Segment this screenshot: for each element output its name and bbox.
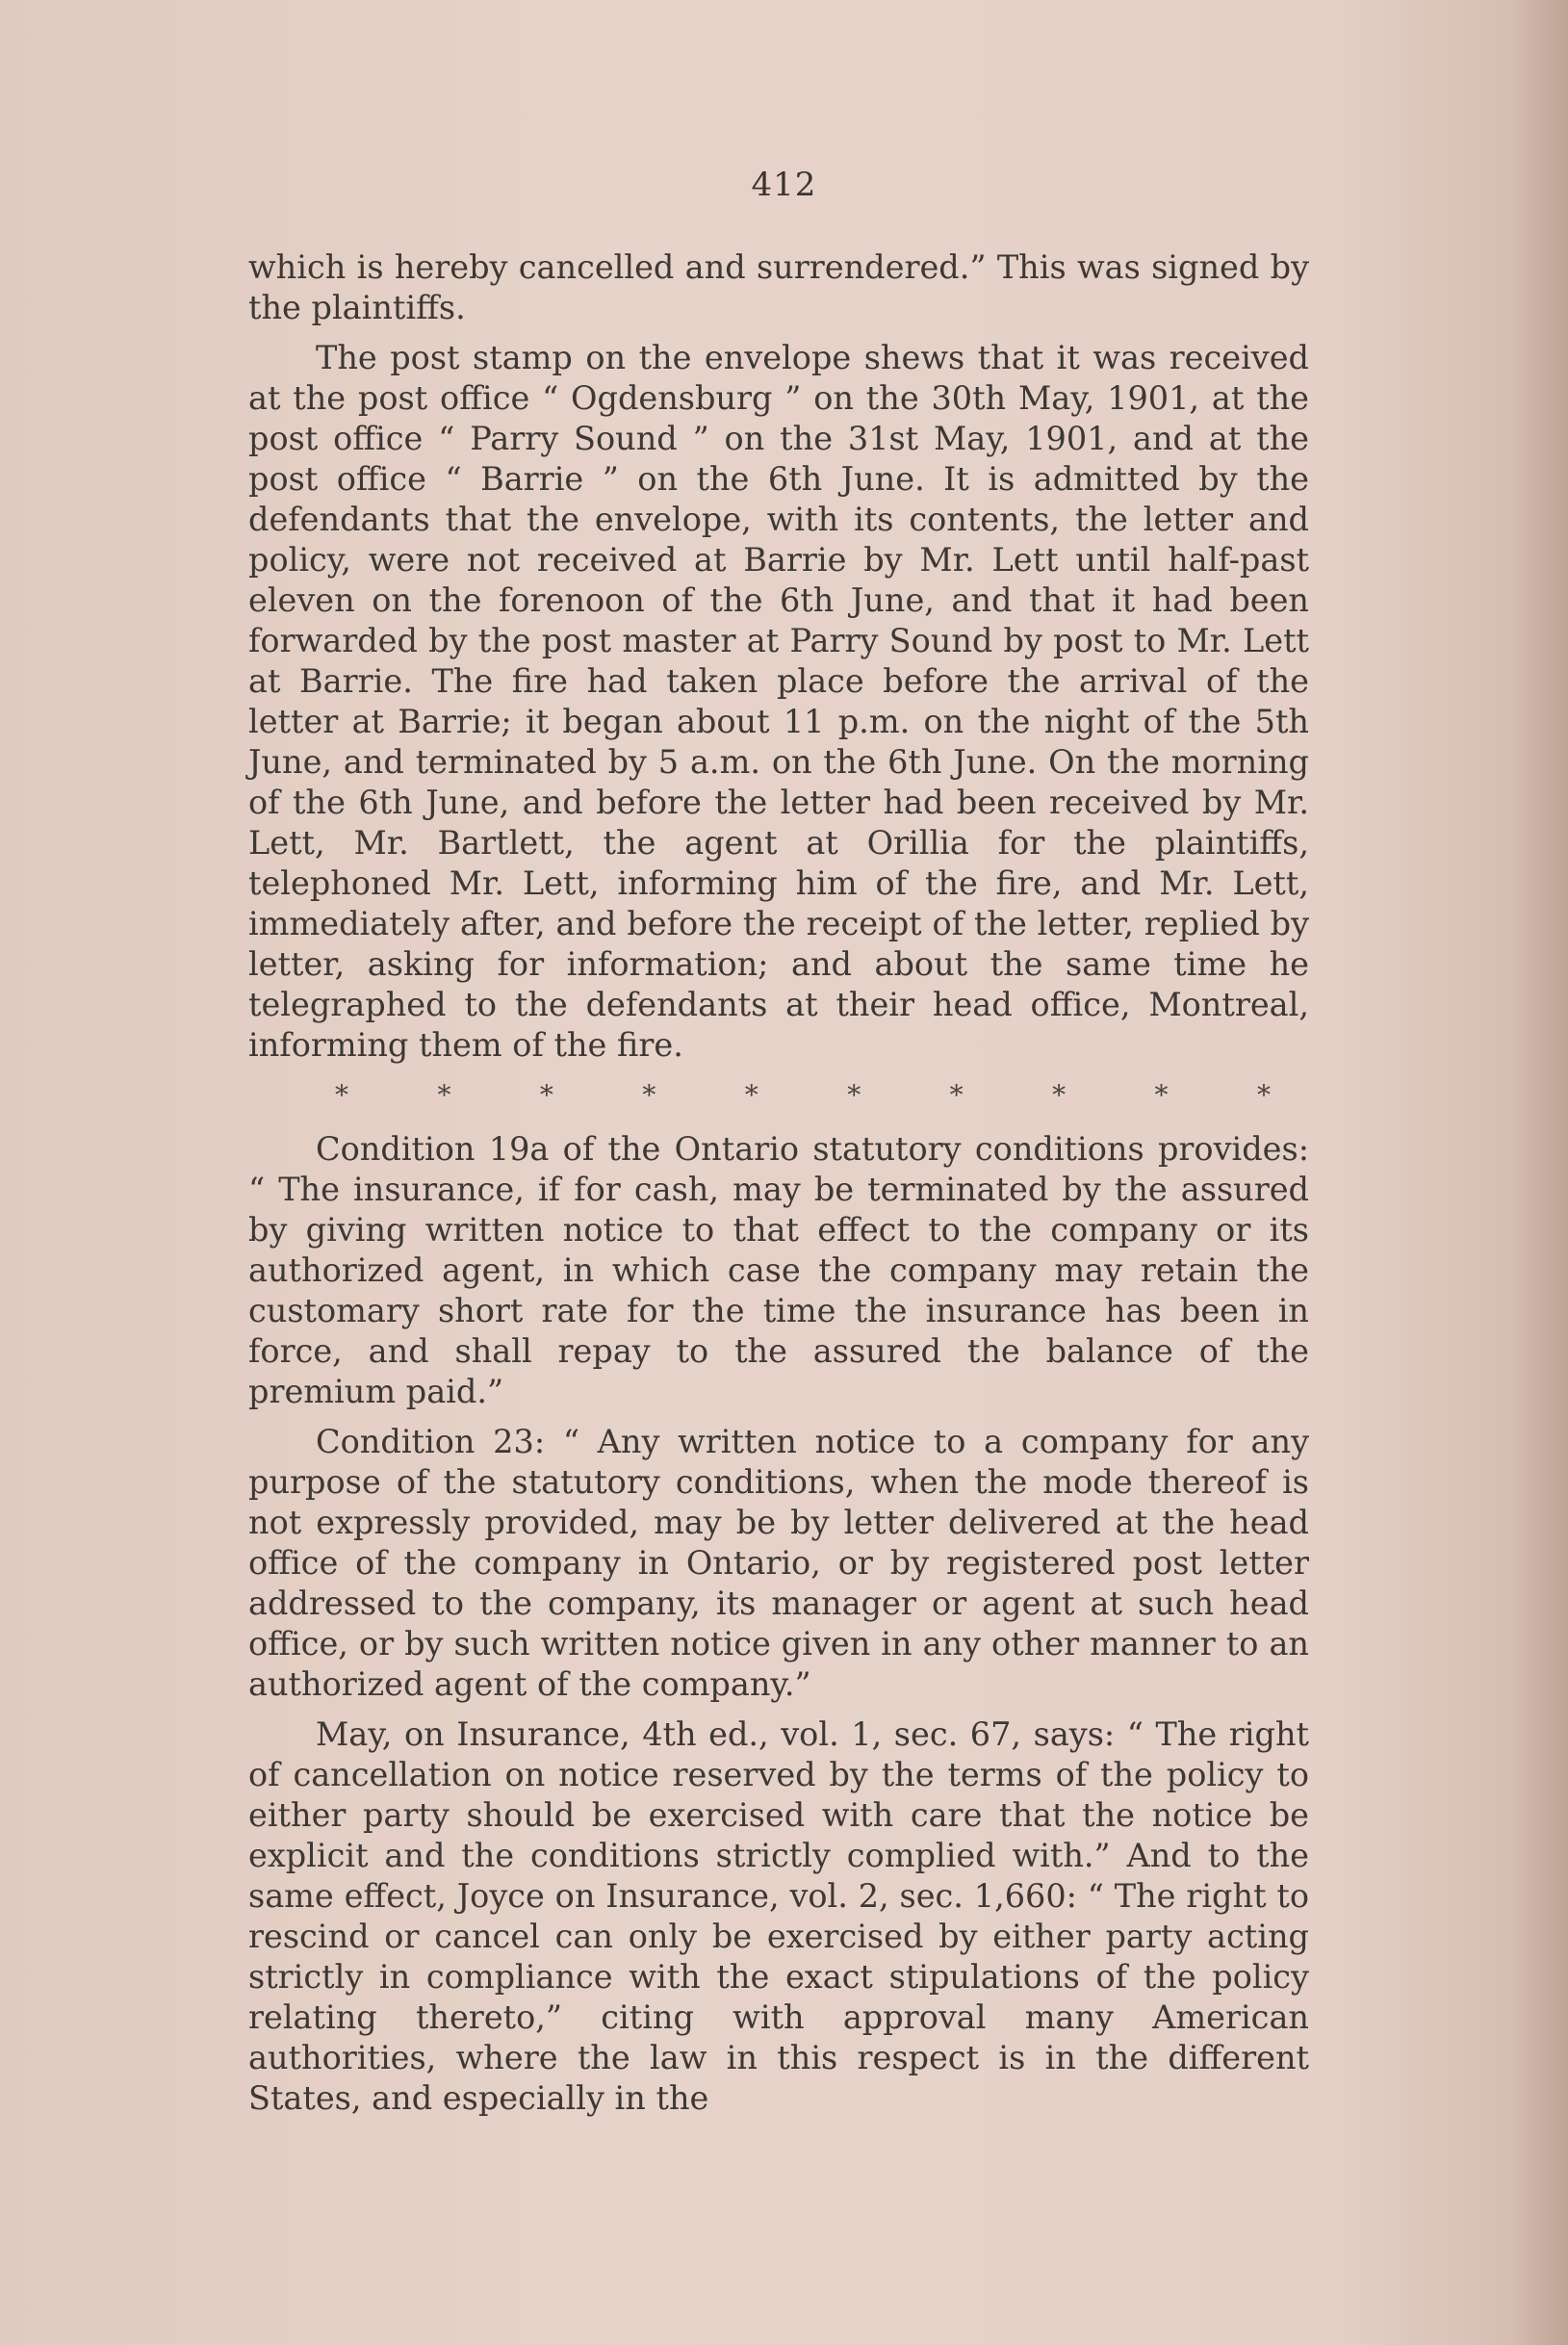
- paragraph-may-on-insurance: May, on Insurance, 4th ed., vol. 1, sec. 67, says: “ The right of cancellation on notice reserved by the terms of the policy to either party should be exercised with care that the notice be explicit and the conditions strictly complied with.” And to the same effect, Joyce on Insurance, vol. 2, sec. 1,660: “ The right to rescind or cancel can only be exercised by either party acting strictly in compliance with the exact stipulations of the policy relating thereto,” citing with approval many American authorities, where the law in this respect is in the different States, and especially in the: [248, 1715, 1309, 2117]
- body-text: [248, 247, 1309, 2128]
- paragraph-post-stamp: The post stamp on the envelope shews that it was received at the post office “ Ogdensburg ” on the 30th May, 1901, at the post office “ Parry Sound ” on the 31st May, 1901, and at the post office “ Barrie ” on the 6th June. It is admitted by the defendants that the envelope, with its contents, the letter and policy, were not received at Barrie by Mr. Lett until half-past eleven on the forenoon of the 6th June, and that it had been forwarded by the post master at Parry Sound by post to Mr. Lett at Barrie. The fire had taken place before the arrival of the letter at Barrie; it began about 11 p.m. on the night of the 5th June, and terminated by 5 a.m. on the 6th June. On the morning of the 6th June, and before the letter had been received by Mr. Lett, Mr. Bartlett, the agent at Orillia for the plaintiffs, telephoned Mr. Lett, informing him of the fire, and Mr. Lett, immediately after, and before the receipt of the letter, replied by letter, asking for information; and about the same time he telegraphed to the defendants at their head office, Montreal, informing them of the fire.: [248, 339, 1309, 1064]
- asterisk: *: [642, 1079, 656, 1111]
- section-break-asterisks: [248, 1075, 1309, 1116]
- asterisk: *: [949, 1079, 964, 1111]
- asterisk: *: [847, 1079, 861, 1111]
- asterisk: *: [539, 1079, 553, 1111]
- asterisk: *: [744, 1079, 758, 1111]
- paragraph-continuation: which is hereby cancelled and surrendered.” This was signed by the plaintiffs.: [248, 248, 1309, 326]
- paragraph-condition-19a: Condition 19a of the Ontario statutory conditions provides: “ The insurance, if for cash, may be terminated by the assured by giving written notice to that effect to the company or its authorized agent, in which case the company may retain the customary short rate for the time the insurance has been in force, and shall repay to the assured the balance of the premium paid.”: [248, 1130, 1309, 1410]
- asterisk: *: [1256, 1079, 1271, 1111]
- asterisk: *: [437, 1079, 451, 1111]
- asterisk: *: [1052, 1079, 1067, 1111]
- page-edge-shadow: [1510, 0, 1568, 2345]
- paragraph-condition-23: Condition 23: “ Any written notice to a company for any purpose of the statutory conditions, when the mode thereof is not expressly provided, may be by letter delivered at the head office of the company in Ontario, or by registered post letter addressed to the company, its manager or agent at such head office, or by such written notice given in any other manner to an authorized agent of the company.”: [248, 1423, 1309, 1703]
- page-number: 412: [751, 166, 817, 204]
- asterisk: *: [335, 1079, 348, 1111]
- asterisk: *: [1154, 1079, 1169, 1111]
